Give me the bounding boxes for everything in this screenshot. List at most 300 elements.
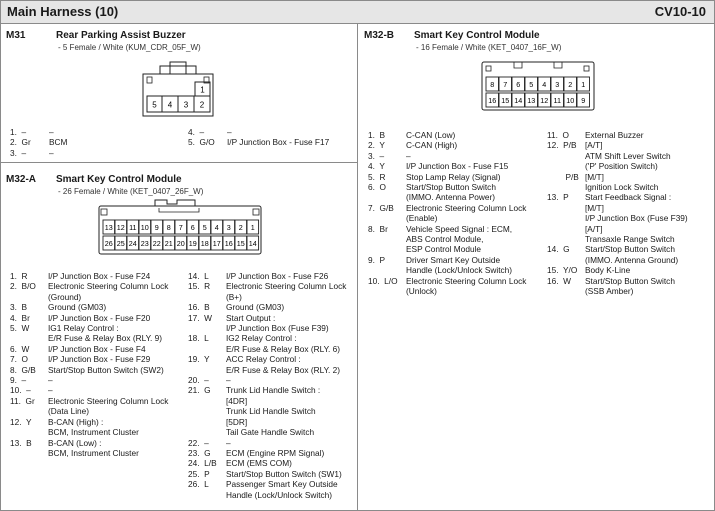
pin-number: 25. P: [188, 468, 210, 479]
pin-description: –: [49, 127, 54, 137]
pin-row: [188, 375, 356, 385]
m32b-cavity-label: 9: [581, 96, 586, 105]
column-divider: [357, 24, 358, 510]
pin-row: [188, 354, 356, 364]
m32b-cavity-label: 1: [581, 80, 586, 89]
pin-description: BCM, Instrument Cluster: [48, 427, 139, 438]
m32a-cavity-label: 8: [166, 223, 171, 232]
pin-description: [A/T]: [585, 140, 603, 151]
pin-number: 6. O: [368, 182, 386, 193]
pin-number: 11. O: [547, 130, 569, 140]
pin-row: [368, 265, 546, 275]
pin-row: [10, 281, 188, 291]
pin-number: 14. G: [547, 244, 570, 255]
m32a-pin-list-right: [188, 271, 356, 500]
pin-description: BCM, Instrument Cluster: [48, 447, 139, 458]
m31-cavity-label: 1: [200, 85, 205, 95]
pin-description: IG2 Relay Control :: [226, 333, 297, 344]
pin-row: [10, 427, 188, 437]
m31-id: M31: [6, 30, 26, 41]
pin-number: [547, 161, 585, 171]
pin-description: Start/Stop Button Switch (SW2): [48, 364, 164, 375]
pin-row: [10, 323, 188, 333]
pin-number: [368, 234, 406, 244]
pin-description: Tail Gate Handle Switch: [226, 427, 315, 438]
pin-row: [547, 151, 712, 161]
m32b-pin-list-right: [547, 130, 712, 297]
pin-row: [10, 375, 188, 385]
pin-row: [368, 213, 546, 223]
pin-number: 23. G: [188, 447, 211, 458]
pin-row: [368, 182, 546, 192]
m32b-cavity-label: 2: [568, 80, 573, 89]
pin-description: ATM Shift Lever Switch: [585, 150, 671, 161]
pin-description: Electronic Steering Column Lock: [226, 281, 347, 292]
pin-description: [M/T]: [585, 202, 604, 213]
pin-number: 15. Y/O: [547, 265, 578, 276]
pin-description: (IMMO. Antenna Power): [406, 192, 495, 203]
pin-description: Stop Lamp Relay (Signal): [406, 171, 501, 182]
m32b-cavity-label: 16: [488, 96, 497, 105]
m32a-cavity-label: 13: [104, 223, 113, 232]
pin-number: 4. Br: [10, 312, 30, 323]
pin-description: ABS Control Module,: [406, 234, 484, 245]
pin-number: 1. B: [368, 130, 386, 140]
pin-row: [188, 385, 356, 395]
pin-row: [368, 140, 546, 150]
pin-number: [10, 333, 48, 343]
pin-row: [547, 130, 712, 140]
pin-number: 1. –: [10, 127, 27, 137]
pin-description: –: [48, 385, 53, 396]
pin-description: –: [49, 147, 54, 158]
pin-description: (SSB Amber): [585, 286, 634, 297]
pin-row: [368, 151, 546, 161]
m32a-cavity-label: 7: [178, 223, 183, 232]
pin-row: [10, 354, 188, 364]
pin-number: [547, 213, 585, 223]
section-divider: [1, 162, 357, 163]
pin-row: [547, 213, 712, 223]
pin-row: [188, 458, 356, 468]
pin-description: Driver Smart Key Outside: [406, 254, 501, 265]
m31-pin-list-right: [188, 127, 356, 148]
pin-number: [547, 255, 585, 265]
pin-description: Ground (GM03): [48, 302, 107, 313]
pin-description: [M/T]: [585, 171, 604, 182]
m32a-connector-diagram: [95, 198, 265, 256]
pin-row: [10, 406, 188, 416]
pin-row: [368, 276, 546, 286]
pin-description: ('P' Position Switch): [585, 161, 658, 172]
pin-description: (Ground): [48, 291, 82, 302]
pin-description: Passenger Smart Key Outside: [226, 479, 338, 490]
pin-number: [188, 292, 226, 302]
pin-number: 13. B: [10, 437, 32, 448]
m32a-cavity-label: 1: [250, 223, 255, 232]
pin-number: [188, 344, 226, 354]
pin-row: [10, 292, 188, 302]
pin-description: Start/Stop Button Switch: [406, 182, 496, 193]
pin-number: 9. P: [368, 254, 386, 265]
pin-row: [368, 130, 546, 140]
pin-description: ACC Relay Control :: [226, 354, 301, 365]
pin-number: 19. Y: [188, 354, 210, 365]
pin-description: (IMMO. Antenna Ground): [585, 254, 679, 265]
m32a-cavity-label: 2: [238, 223, 243, 232]
pin-description: ECM (EMS COM): [226, 458, 292, 469]
pin-row: [10, 448, 188, 458]
pin-number: [547, 234, 585, 244]
pin-row: [188, 127, 356, 137]
pin-row: [547, 255, 712, 265]
pin-row: [547, 192, 712, 202]
m32b-cavity-label: 12: [540, 96, 549, 105]
pin-number: [188, 323, 226, 333]
m32a-name: Smart Key Control Module: [56, 174, 182, 185]
pin-number: 12. Y: [10, 416, 32, 427]
pin-row: [547, 265, 712, 275]
pin-row: [368, 192, 546, 202]
pin-description: E/R Fuse & Relay Box (RLY. 9): [48, 333, 163, 344]
pin-number: 21. G: [188, 385, 211, 396]
pin-description: I/P Junction Box - Fuse F26: [226, 271, 329, 281]
m32b-id: M32-B: [364, 30, 395, 41]
pin-number: 9. –: [10, 375, 27, 386]
pin-description: IG1 Relay Control :: [48, 323, 119, 334]
m32a-pin-list-left: [10, 271, 188, 458]
pin-number: [10, 406, 48, 416]
pin-row: [547, 203, 712, 213]
pin-row: [10, 271, 188, 281]
pin-number: [10, 448, 48, 458]
m31-connector-diagram: [140, 60, 216, 118]
pin-description: C-CAN (High): [406, 140, 458, 151]
pin-number: 17. W: [188, 312, 212, 323]
pin-row: [368, 244, 546, 254]
pin-description: BCM: [49, 137, 68, 148]
pin-number: [188, 417, 226, 427]
title-bar: [1, 1, 714, 24]
m32b-cavity-label: 10: [566, 96, 575, 105]
pin-description: External Buzzer: [585, 130, 644, 140]
pin-number: 1. R: [10, 271, 28, 281]
pin-description: Handle (Lock/Unlock Switch): [406, 265, 513, 276]
pin-description: B-CAN (High) :: [48, 416, 104, 427]
pin-description: I/P Junction Box (Fuse F39): [585, 213, 688, 224]
m31-cavity-label: 5: [152, 100, 157, 110]
pin-row: [10, 313, 188, 323]
m31-cavity-label: 4: [167, 100, 173, 110]
pin-row: [10, 302, 188, 312]
pin-row: [547, 276, 712, 286]
pin-description: Start Output :: [226, 312, 276, 323]
pin-description: ESP Control Module: [406, 244, 482, 255]
pin-row: [547, 234, 712, 244]
pin-description: I/P Junction Box - Fuse F20: [48, 312, 151, 323]
m31-cavity-label: 2: [199, 100, 205, 110]
pin-row: [368, 224, 546, 234]
pin-row: [188, 469, 356, 479]
pin-number: 5. R: [368, 171, 386, 182]
pin-row: [188, 344, 356, 354]
pin-number: [10, 427, 48, 437]
m32b-connector-diagram: [478, 58, 598, 114]
pin-description: –: [226, 375, 231, 386]
pin-number: 2. B/O: [10, 281, 36, 292]
pin-row: [188, 323, 356, 333]
pin-row: [10, 344, 188, 354]
pin-row: [188, 137, 356, 147]
pin-description: Start/Stop Button Switch (SW1): [226, 468, 342, 479]
pin-description: –: [227, 127, 232, 137]
m32b-cavity-label: 15: [501, 96, 510, 105]
pin-number: [547, 151, 585, 161]
pin-row: [188, 490, 356, 500]
pin-number: 8. Br: [368, 223, 388, 234]
pin-number: [10, 292, 48, 302]
m32a-cavity-label: 14: [248, 239, 257, 248]
pin-number: 16. W: [547, 275, 571, 286]
pin-description: (B+): [226, 291, 242, 302]
m32b-cavity-label: 14: [514, 96, 523, 105]
m32a-subtitle: - 26 Female / White (KET_0407_26F_W): [58, 187, 204, 196]
pin-row: [368, 161, 546, 171]
pin-row: [368, 255, 546, 265]
pin-description: B-CAN (Low) :: [48, 437, 102, 448]
m32a-cavity-label: 15: [236, 239, 245, 248]
pin-number: 22. –: [188, 437, 209, 448]
pin-description: Ignition Lock Switch: [585, 182, 659, 193]
m32a-cavity-label: 19: [188, 239, 197, 248]
pin-description: Electronic Steering Column Lock: [48, 281, 169, 292]
pin-number: 26. L: [188, 479, 209, 490]
m32b-name: Smart Key Control Module: [414, 30, 540, 41]
pin-description: Start Feedback Signal :: [585, 192, 672, 203]
pin-row: [10, 396, 188, 406]
pin-description: Transaxle Range Switch: [585, 234, 675, 245]
m32b-cavity-label: 5: [529, 80, 534, 89]
m31-cavity-label: 3: [183, 100, 189, 110]
pin-description: –: [406, 150, 411, 161]
pin-description: I/P Junction Box (Fuse F39): [226, 323, 329, 334]
pin-description: E/R Fuse & Relay Box (RLY. 6): [226, 343, 341, 354]
pin-number: 20. –: [188, 375, 209, 386]
pin-number: 11. Gr: [10, 395, 35, 406]
m31-subtitle: - 5 Female / White (KUM_CDR_05F_W): [58, 43, 201, 52]
pin-description: Handle (Lock/Unlock Switch): [226, 489, 333, 500]
m32b-cavity-label: 8: [490, 80, 495, 89]
pin-number: [547, 224, 585, 234]
m32b-pin-list-left: [368, 130, 546, 297]
m32a-cavity-label: 17: [212, 239, 221, 248]
m32a-cavity-label: 16: [224, 239, 233, 248]
pin-number: 15. R: [188, 281, 211, 292]
m32a-cavity-label: 11: [129, 223, 137, 232]
m32a-cavity-label: 5: [202, 223, 207, 232]
m32a-cavity-label: 22: [152, 239, 161, 248]
m32a-cavity-label: 21: [164, 239, 173, 248]
pin-number: 18. L: [188, 333, 209, 344]
pin-row: [188, 479, 356, 489]
pin-number: 2. Gr: [10, 137, 31, 148]
pin-description: Start/Stop Button Switch: [585, 244, 675, 255]
pin-number: 3. B: [10, 302, 28, 313]
pin-description: Body K-Line: [585, 265, 631, 276]
pin-number: 16. B: [188, 302, 210, 313]
m32b-cavity-label: 4: [542, 80, 547, 89]
pin-row: [188, 365, 356, 375]
pin-description: I/P Junction Box - Fuse F15: [406, 161, 509, 172]
pin-row: [547, 286, 712, 296]
m32a-cavity-label: 25: [116, 239, 125, 248]
pin-description: –: [226, 437, 231, 448]
pin-number: 2. Y: [368, 140, 385, 151]
m32a-cavity-label: 10: [140, 223, 149, 232]
pin-row: [547, 161, 712, 171]
m32b-cavity-label: 11: [553, 96, 561, 105]
pin-number: 4. Y: [368, 161, 385, 172]
pin-description: Trunk Lid Handle Switch :: [226, 385, 321, 396]
m32b-cavity-label: 13: [527, 96, 536, 105]
pin-number: [188, 396, 226, 406]
pin-number: [188, 427, 226, 437]
pin-row: [547, 140, 712, 150]
pin-row: [368, 234, 546, 244]
pin-number: 6. W: [10, 343, 30, 354]
pin-number: 3. –: [10, 147, 27, 158]
pin-number: [368, 192, 406, 202]
pin-number: 4. –: [188, 127, 205, 137]
pin-number: 7. G/B: [368, 202, 394, 213]
pin-row: [188, 427, 356, 437]
pin-number: 8. G/B: [10, 364, 36, 375]
pin-description: Electronic Steering Column Lock: [48, 395, 169, 406]
pin-description: [5DR]: [226, 416, 248, 427]
pin-number: [368, 265, 406, 275]
m32b-subtitle: - 16 Female / White (KET_0407_16F_W): [416, 43, 562, 52]
m32a-cavity-label: 24: [128, 239, 137, 248]
pin-number: 3. –: [368, 150, 385, 161]
pin-description: I/P Junction Box - Fuse F29: [48, 354, 151, 365]
pin-row: [10, 333, 188, 343]
pin-description: E/R Fuse & Relay Box (RLY. 2): [226, 364, 341, 375]
pin-description: (Data Line): [48, 406, 90, 417]
m31-name: Rear Parking Assist Buzzer: [56, 30, 186, 41]
pin-row: [188, 302, 356, 312]
pin-number: 5. G/O: [188, 137, 215, 148]
pin-number: [547, 203, 585, 213]
pin-description: Ground (GM03): [226, 302, 285, 313]
pin-number: 24. L/B: [188, 458, 217, 469]
m32a-id: M32-A: [6, 174, 37, 185]
pin-description: I/P Junction Box - Fuse F4: [48, 343, 146, 354]
pin-row: [188, 438, 356, 448]
pin-number: 5. W: [10, 323, 30, 334]
pin-number: 10. L/O: [368, 275, 398, 286]
m32a-cavity-label: 20: [176, 239, 185, 248]
pin-number: [368, 213, 406, 223]
pin-row: [547, 182, 712, 192]
pin-row: [368, 172, 546, 182]
pin-description: Electronic Steering Column Lock: [406, 202, 527, 213]
m32a-cavity-label: 4: [214, 223, 219, 232]
pin-row: [547, 224, 712, 234]
pin-number: [188, 490, 226, 500]
pin-row: [188, 271, 356, 281]
m32a-cavity-label: 26: [104, 239, 113, 248]
m31-pin-list-left: [10, 127, 180, 158]
pin-description: C-CAN (Low): [406, 130, 456, 140]
pin-description: [A/T]: [585, 223, 603, 234]
pin-row: [10, 385, 188, 395]
pin-row: [188, 396, 356, 406]
m32a-cavity-label: 3: [226, 223, 231, 232]
pin-row: [188, 281, 356, 291]
m32a-cavity-label: 9: [154, 223, 159, 232]
pin-description: –: [48, 375, 53, 386]
pin-number: 12. P/B: [547, 140, 577, 151]
pin-row: [10, 127, 180, 137]
pin-row: [10, 365, 188, 375]
pin-row: [10, 148, 180, 158]
pin-number: [547, 286, 585, 296]
pin-row: [547, 244, 712, 254]
pin-description: Start/Stop Button Switch: [585, 275, 675, 286]
pin-row: [368, 203, 546, 213]
pin-number: [368, 244, 406, 254]
m32b-cavity-label: 7: [503, 80, 508, 89]
pin-description: Trunk Lid Handle Switch: [226, 406, 316, 417]
pin-number: 10. –: [10, 385, 31, 396]
pin-number: [547, 182, 585, 192]
m32b-cavity-label: 3: [555, 80, 560, 89]
pin-number: [368, 286, 406, 296]
pin-row: [188, 417, 356, 427]
pin-description: (Enable): [406, 213, 438, 224]
page-title: Main Harness (10): [7, 4, 119, 19]
pin-number: [188, 365, 226, 375]
pin-row: [188, 292, 356, 302]
m32a-cavity-label: 23: [140, 239, 149, 248]
m32a-cavity-label: 18: [200, 239, 209, 248]
pin-number: P/B: [547, 171, 579, 182]
pin-row: [188, 333, 356, 343]
pin-description: Electronic Steering Column Lock: [406, 275, 527, 286]
pin-number: 13. P: [547, 192, 569, 203]
pin-row: [188, 448, 356, 458]
m32b-cavity-label: 6: [516, 80, 521, 89]
pin-row: [10, 438, 188, 448]
pin-description: (Unlock): [406, 286, 437, 297]
pin-row: [188, 313, 356, 323]
pin-row: [10, 417, 188, 427]
m32a-cavity-label: 6: [190, 223, 195, 232]
pin-number: 7. O: [10, 354, 28, 365]
pin-description: I/P Junction Box - Fuse F17: [227, 137, 330, 148]
pin-row: [188, 406, 356, 416]
pin-description: ECM (Engine RPM Signal): [226, 447, 325, 458]
pin-description: [4DR]: [226, 395, 248, 406]
pin-row: [368, 286, 546, 296]
pin-row: [10, 137, 180, 147]
pin-description: I/P Junction Box - Fuse F24: [48, 271, 151, 281]
m32a-cavity-label: 12: [116, 223, 125, 232]
pin-description: Vehicle Speed Signal : ECM,: [406, 223, 513, 234]
pin-number: [188, 406, 226, 416]
pin-number: 14. L: [188, 271, 209, 281]
pin-row: [547, 172, 712, 182]
